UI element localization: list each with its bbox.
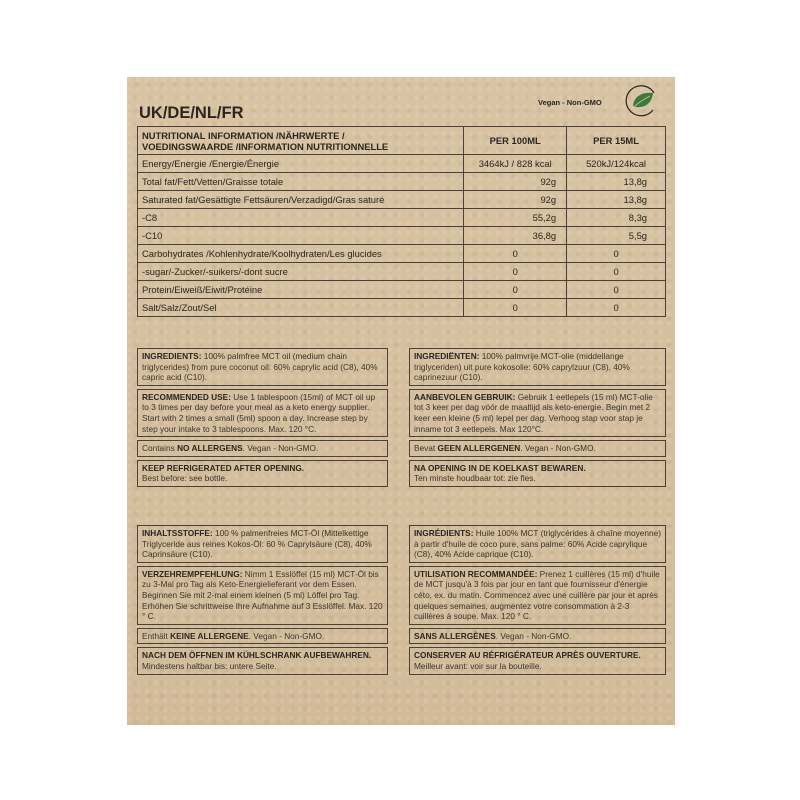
value-per-100ml: 3464kJ / 828 kcal — [464, 155, 567, 173]
nutrient-name: Total fat/Fett/Vetten/Graisse totale — [138, 173, 464, 191]
languages-heading: UK/DE/NL/FR — [139, 104, 244, 122]
recommended-use-box-fr: UTILISATION RECOMMANDÉE: Prenez 1 cuillères (15 ml) d'huile de MCT jusqu'à 3 fois par jour en tant que fournisseur d'énergie céto, ex. du matin. Commencez avec une cuillère par jour et après quelques semaines, augmentez votre consommation à 2-3 cuillères à soupe. Max. 120 ° C. — [409, 566, 666, 625]
nutrient-name: Salt/Salz/Zout/Sel — [138, 299, 464, 317]
nutrition-header-label — [138, 127, 464, 155]
header-per-15ml: PER 15ML — [567, 127, 666, 155]
dutch-section — [409, 348, 666, 487]
value-per-100ml: 0 — [464, 299, 567, 317]
nutrition-header-row — [138, 127, 666, 155]
nutrient-name: -sugar/-Zucker/-suikers/-dont sucre — [138, 263, 464, 281]
nutrition-row — [138, 191, 666, 209]
nutrition-table — [137, 126, 666, 317]
value-per-100ml: 92g — [464, 191, 567, 209]
nutrition-row — [138, 227, 666, 245]
value-per-100ml: 0 — [464, 263, 567, 281]
nutrient-name: -C8 — [138, 209, 464, 227]
vegan-badge-text: Vegan - Non-GMO — [538, 98, 602, 107]
value-per-15ml: 520kJ/124kcal — [567, 155, 666, 173]
recommended-use-box-de: VERZEHREMPFEHLUNG: Nimm 1 Esslöffel (15 ml) MCT-Öl bis zu 3-Mal pro Tag als Keto-Energielieferant vor dem Essen. Beginnen Sie mit 2-mal einem kleinen (5 ml) Löffel pro Tag. Erhöhen Sie schrittweise Ihre Aufnahme auf 3 Esslöffel. Max. 120 ° C. — [137, 566, 388, 625]
value-per-100ml: 0 — [464, 281, 567, 299]
nutrient-name: Carbohydrates /Kohlenhydrate/Koolhydraten/Les glucides — [138, 245, 464, 263]
ingredients-box-nl: INGREDIËNTEN: 100% palmvrije MCT-olie (middellange triglyceriden) uit pure kokosolie: 60% caprylzuur (C8), 40% caprinezuur (C10). — [409, 348, 666, 386]
value-per-15ml: 8,3g — [567, 209, 666, 227]
storage-box-fr: CONSERVER AU RÉFRIGÉRATEUR APRÈS OUVERTURE. Meilleur avant: voir sur la bouteille. — [409, 647, 666, 674]
value-per-100ml: 0 — [464, 245, 567, 263]
allergens-box-nl: Bevat GEEN ALLERGENEN. Vegan - Non-GMO. — [409, 440, 666, 457]
value-per-15ml: 13,8g — [567, 173, 666, 191]
nutrition-row — [138, 155, 666, 173]
nutrition-row — [138, 299, 666, 317]
allergens-box-fr: SANS ALLERGÈNES. Vegan - Non-GMO. — [409, 628, 666, 645]
header-label-line2: VOEDINGSWAARDE /INFORMATION NUTRITIONNELLE — [142, 140, 389, 152]
allergens-box-de: Enthält KEINE ALLERGENE. Vegan - Non-GMO. — [137, 628, 388, 645]
nutrition-row — [138, 173, 666, 191]
value-per-15ml: 13,8g — [567, 191, 666, 209]
value-per-100ml: 92g — [464, 173, 567, 191]
value-per-15ml: 0 — [567, 263, 666, 281]
value-per-15ml: 0 — [567, 281, 666, 299]
header-label-line1: NUTRITIONAL INFORMATION /NÄHRWERTE / — [142, 129, 345, 141]
value-per-15ml: 5,5g — [567, 227, 666, 245]
nutrition-row — [138, 209, 666, 227]
recommended-use-box-en: RECOMMENDED USE: Use 1 tablespoon (15ml) of MCT oil up to 3 times per day before your meal as a keto energy supplier. Start with 2 times a small (5ml) spoon a day. Increase step by step your intake to 3 tablespoons. Max. 120 °C. — [137, 389, 388, 437]
value-per-100ml: 55,2g — [464, 209, 567, 227]
nutrient-name: Saturated fat/Gesättigte Fettsäuren/Verzadigd/Gras saturé — [138, 191, 464, 209]
nutrition-row — [138, 281, 666, 299]
ingredients-box-en: INGREDIENTS: 100% palmfree MCT oil (medium chain triglycerides) from pure coconut oil: 60% caprylic acid (C8), 40% capric acid (C10). — [137, 348, 388, 386]
allergens-box-en: Contains NO ALLERGENS. Vegan - Non-GMO. — [137, 440, 388, 457]
french-section — [409, 525, 666, 675]
nutrient-name: -C10 — [138, 227, 464, 245]
storage-box-de: NACH DEM ÖFFNEN IM KÜHLSCHRANK AUFBEWAHREN. Mindestens haltbar bis: untere Seite. — [137, 647, 388, 674]
storage-box-en: KEEP REFRIGERATED AFTER OPENING. Best before: see bottle. — [137, 460, 388, 487]
nutrition-row — [138, 263, 666, 281]
nutrient-name: Energy/Energie /Energie/Énergie — [138, 155, 464, 173]
value-per-15ml: 0 — [567, 299, 666, 317]
storage-box-nl: NA OPENING IN DE KOELKAST BEWAREN. Ten minste houdbaar tot: zie fles. — [409, 460, 666, 487]
recommended-use-box-nl: AANBEVOLEN GEBRUIK: Gebruik 1 eetlepels (15 ml) MCT-olie tot 3 keer per dag vóór de maaltijd als keto-energie. Begin met 2 keer een kleine (5 ml) lepel per dag. Verhoog stap voor stap je inname tot 3 eetlepels. Max 120°C. — [409, 389, 666, 437]
ingredients-box-fr: INGRÉDIENTS: Huile 100% MCT (triglycérides à chaîne moyenne) à partir d'huile de coco pure, sans palme: 60% Acide caprylique (C8), 40% Acide caprique (C10). — [409, 525, 666, 563]
ingredients-box-de: INHALTSSTOFFE: 100 % palmenfreies MCT-Öl (Mittelkettige Triglyceride aus reines Kokos-Öl: 60 % Caprylsäure (C8), 40% Caprinsäure (C10). — [137, 525, 388, 563]
nutrition-row — [138, 245, 666, 263]
nutrient-name: Protein/Eiweiß/Eiwit/Protéine — [138, 281, 464, 299]
header-per-100ml: PER 100ML — [464, 127, 567, 155]
german-section — [137, 525, 388, 675]
value-per-15ml: 0 — [567, 245, 666, 263]
leaf-circle-icon — [620, 84, 660, 118]
value-per-100ml: 36,8g — [464, 227, 567, 245]
english-section — [137, 348, 388, 487]
